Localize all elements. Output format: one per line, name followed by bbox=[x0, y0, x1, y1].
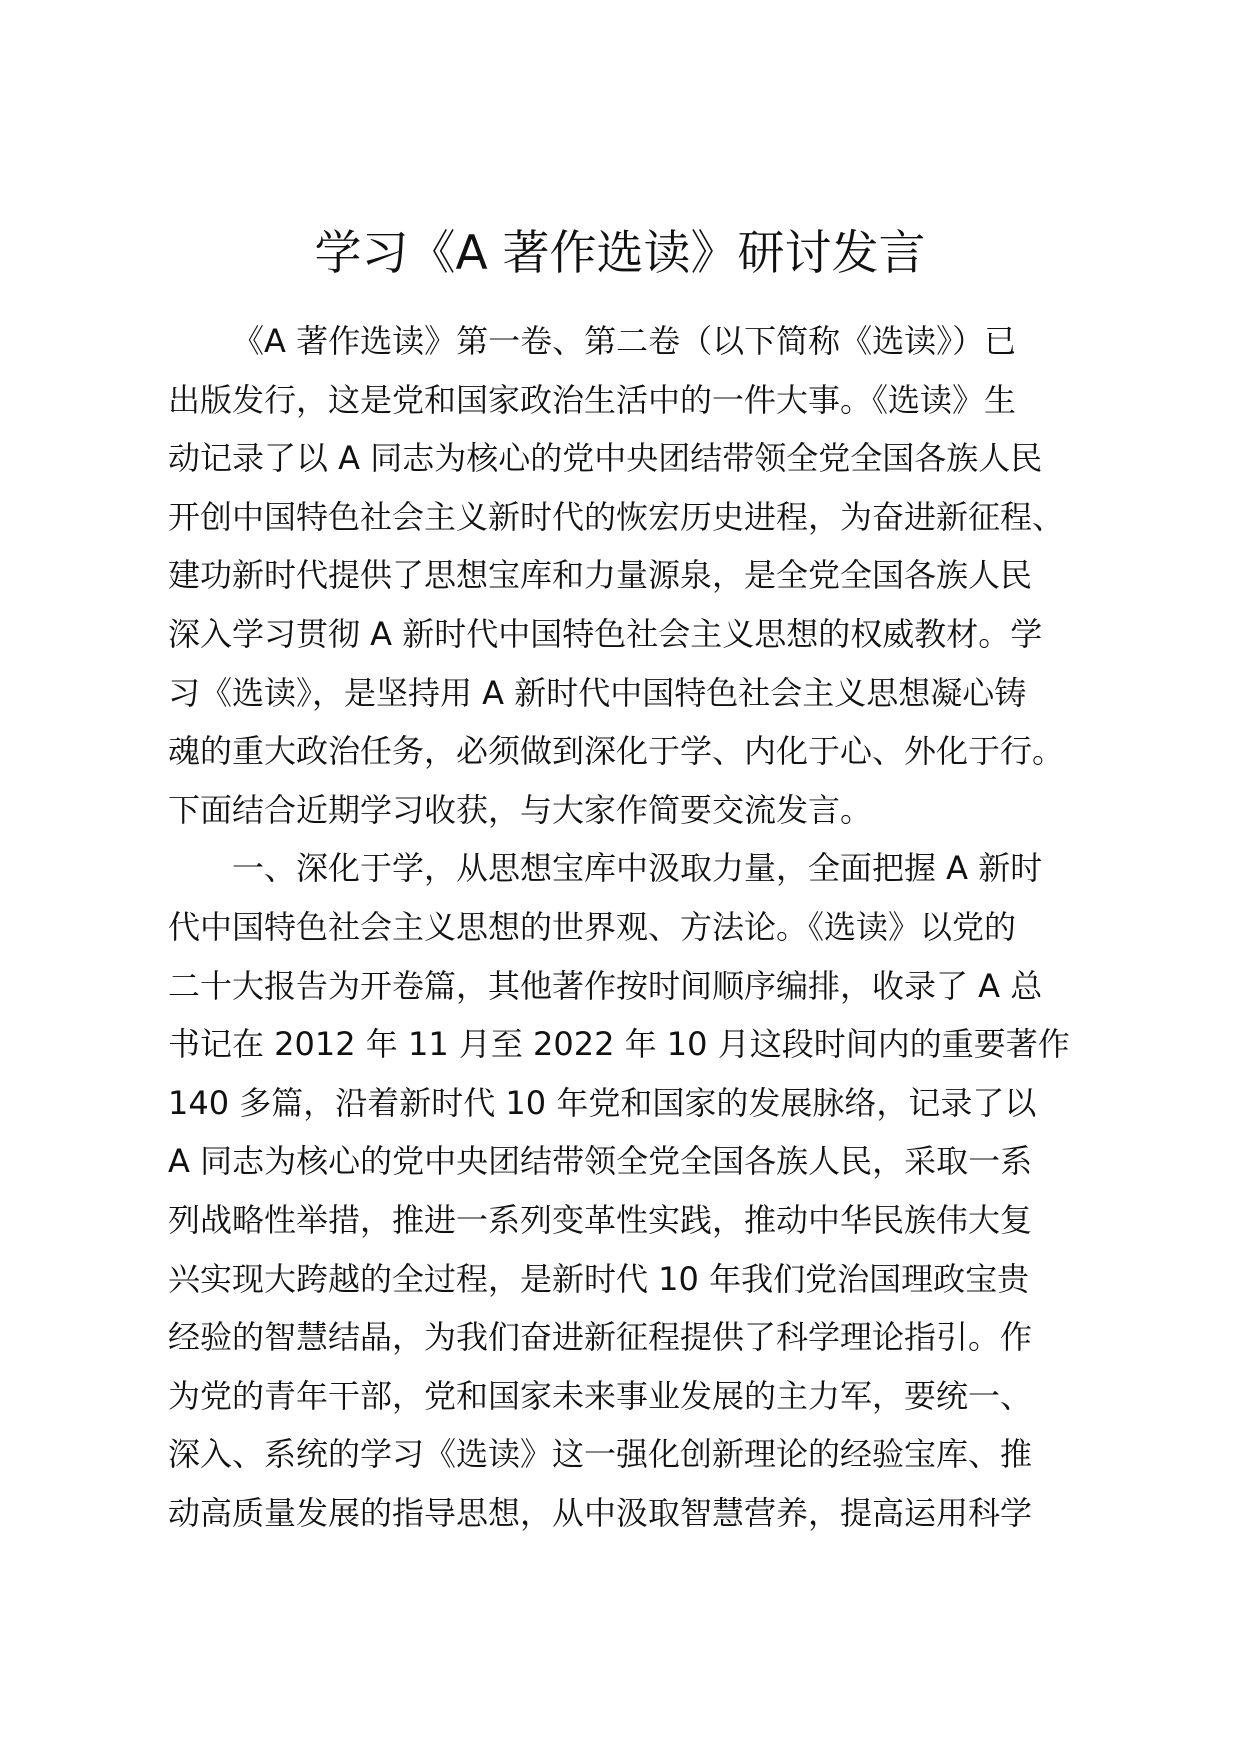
paragraph-1-line-8: 魂的重大政治任务，必须做到深化于学、内化于心、外化于行。 bbox=[168, 732, 1065, 771]
paragraph-1-line-6: 深入学习贯彻 A 新时代中国特色社会主义思想的权威教材。学 bbox=[168, 614, 1043, 653]
document-body bbox=[168, 312, 1100, 1542]
paragraph-2-line-7: 列战略性举措，推进一系列变革性实践，推动中华民族伟大复 bbox=[168, 1200, 1033, 1239]
paragraph-2-line-10: 为党的青年干部，党和国家未来事业发展的主力军，要统一、 bbox=[168, 1376, 1033, 1415]
paragraph-1-line-1: 《A 著作选读》第一卷、第二卷（以下简称《选读》）已 bbox=[232, 322, 1017, 360]
paragraph-2-line-1: 一、深化于学，从思想宝库中汲取力量，全面把握 A 新时 bbox=[232, 849, 1043, 888]
paragraph-2-line-4: 书记在 2012 年 11 月至 2022 年 10 月这段时间内的重要著作 bbox=[168, 1025, 1070, 1064]
paragraph-2-line-11: 深入、系统的学习《选读》这一强化创新理论的经验宝库、推 bbox=[168, 1435, 1033, 1474]
paragraph-2-line-8: 兴实现大跨越的全过程，是新时代 10 年我们党治国理政宝贵 bbox=[168, 1259, 1030, 1298]
document-title: 学习《A 著作选读》研讨发言 bbox=[314, 226, 926, 281]
paragraph-1-line-2: 出版发行，这是党和国家政治生活中的一件大事。《选读》生 bbox=[168, 380, 1017, 419]
paragraph-2-line-5: 140 多篇，沿着新时代 10 年党和国家的发展脉络，记录了以 bbox=[168, 1083, 1037, 1122]
paragraph-2-line-2: 代中国特色社会主义思想的世界观、方法论。《选读》以党的 bbox=[168, 907, 1017, 946]
paragraph-1-line-5: 建功新时代提供了思想宝库和力量源泉，是全党全国各族人民 bbox=[168, 556, 1033, 595]
paragraph-2-line-9: 经验的智慧结晶，为我们奋进新征程提供了科学理论指引。作 bbox=[168, 1318, 1033, 1357]
paragraph-1-line-4: 开创中国特色社会主义新时代的恢宏历史进程，为奋进新征程、 bbox=[168, 497, 1065, 536]
paragraph-2-line-6: A 同志为核心的党中央团结带领全党全国各族人民，采取一系 bbox=[168, 1142, 1033, 1181]
paragraph-1-line-3: 动记录了以 A 同志为核心的党中央团结带领全党全国各族人民 bbox=[168, 439, 1043, 478]
paragraph-2-line-12: 动高质量发展的指导思想，从中汲取智慧营养，提高运用科学 bbox=[168, 1493, 1033, 1532]
paragraph-2-line-3: 二十大报告为开卷篇，其他著作按时间顺序编排，收录了 A 总 bbox=[168, 966, 1043, 1005]
paragraph-1-line-7: 习《选读》，是坚持用 A 新时代中国特色社会主义思想凝心铸 bbox=[168, 673, 1027, 712]
paragraph-1-line-9: 下面结合近期学习收获，与大家作简要交流发言。 bbox=[168, 790, 873, 829]
